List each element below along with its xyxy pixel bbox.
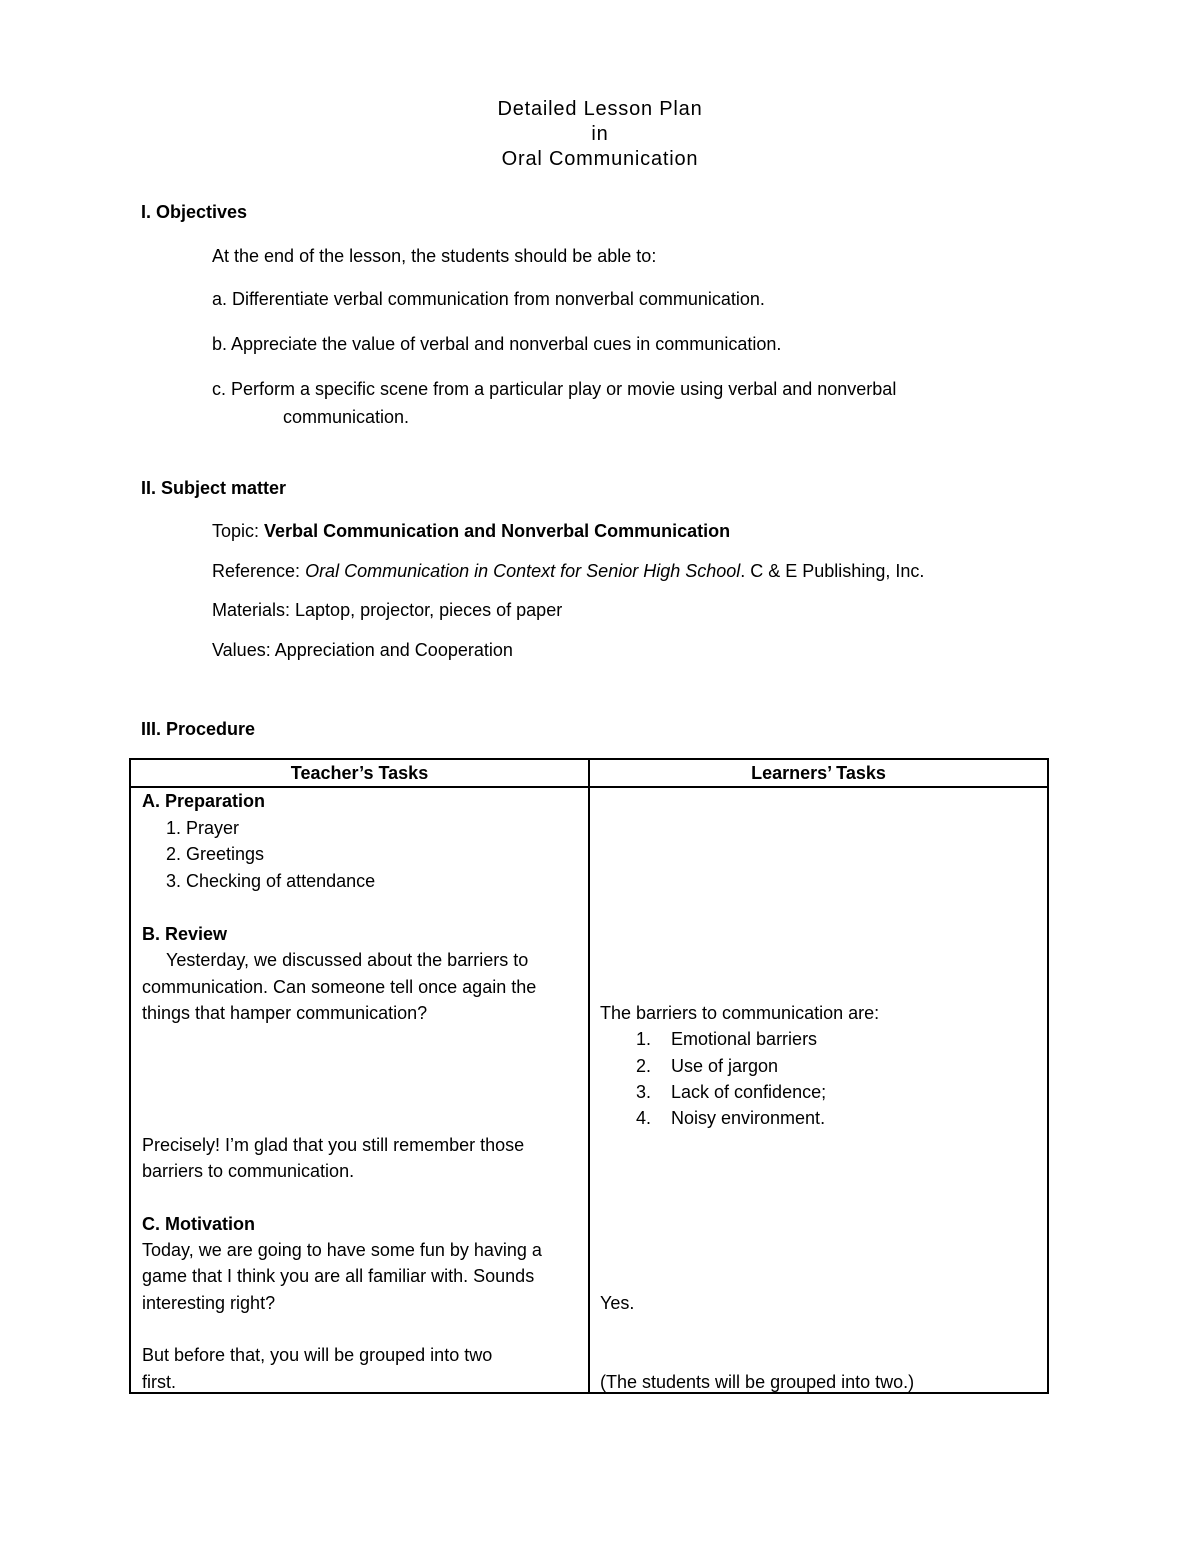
- barrier-number: 1.: [636, 1029, 652, 1049]
- reference-line: [212, 562, 924, 580]
- topic-value: Verbal Communication and Nonverbal Communication: [264, 521, 731, 541]
- page-title-in: in: [591, 123, 609, 145]
- barrier-item: Noisy environment.: [671, 1108, 826, 1128]
- praise-text-line: barriers to communication.: [142, 1161, 355, 1181]
- learners-tasks-cell: [589, 787, 1048, 1393]
- barrier-item: Use of jargon: [671, 1056, 779, 1076]
- barrier-item: Lack of confidence;: [671, 1082, 827, 1102]
- learners-grouped: (The students will be grouped into two.): [600, 1372, 915, 1392]
- subject-matter-heading: II. Subject matter: [141, 478, 287, 498]
- reference-publisher: . C & E Publishing, Inc.: [740, 561, 925, 581]
- procedure-table-header: [130, 759, 1048, 787]
- motivation-text-line: Today, we are going to have some fun by having a: [142, 1240, 542, 1260]
- procedure-table: [129, 758, 1049, 1394]
- objectives-heading: I. Objectives: [141, 202, 248, 222]
- materials-line: Materials: Laptop, projector, pieces of paper: [212, 600, 563, 620]
- objective-b: b. Appreciate the value of verbal and nonverbal cues in communication.: [212, 334, 782, 354]
- barrier-number: 4.: [636, 1108, 652, 1128]
- review-text-line: Yesterday, we discussed about the barriers to: [166, 950, 529, 970]
- barriers-intro: The barriers to communication are:: [600, 1003, 880, 1023]
- barrier-number: 3.: [636, 1082, 652, 1102]
- reference-title: Oral Communication in Context for Senior High School: [305, 561, 741, 581]
- barrier-item: Emotional barriers: [671, 1029, 818, 1049]
- teacher-tasks-cell: [130, 787, 589, 1393]
- page-title: Detailed Lesson Plan: [497, 98, 703, 120]
- preparation-heading: A. Preparation: [142, 791, 266, 811]
- values-line: Values: Appreciation and Cooperation: [212, 640, 513, 660]
- objectives-intro: At the end of the lesson, the students should be able to:: [212, 246, 657, 266]
- objective-a: a. Differentiate verbal communication from nonverbal communication.: [212, 289, 765, 309]
- review-heading: B. Review: [142, 924, 228, 944]
- teacher-tasks-header: Teacher’s Tasks: [130, 759, 589, 787]
- page-subtitle: Oral Communication: [501, 148, 699, 170]
- prep-item-greetings: 2. Greetings: [166, 844, 265, 864]
- learners-tasks-header: Learners’ Tasks: [589, 759, 1048, 787]
- topic-label: Topic:: [212, 521, 265, 541]
- review-text-line: communication. Can someone tell once again the: [142, 977, 537, 997]
- objective-c-continued: communication.: [283, 407, 410, 427]
- review-text-line: things that hamper communication?: [142, 1003, 428, 1023]
- praise-text-line: Precisely! I’m glad that you still remember those: [142, 1135, 525, 1155]
- procedure-table-row: [130, 787, 1048, 1393]
- prep-item-attendance: 3. Checking of attendance: [166, 871, 376, 891]
- motivation-heading: C. Motivation: [142, 1214, 255, 1234]
- group-text-line: But before that, you will be grouped into two: [142, 1345, 493, 1365]
- procedure-heading: III. Procedure: [141, 719, 256, 739]
- motivation-text-line: game that I think you are all familiar with. Sounds: [142, 1266, 535, 1286]
- group-text-line: first.: [142, 1372, 176, 1392]
- objective-c: c. Perform a specific scene from a particular play or movie using verbal and nonverbal: [212, 379, 897, 399]
- barrier-number: 2.: [636, 1056, 652, 1076]
- topic-line: [212, 522, 730, 540]
- learners-yes: Yes.: [600, 1293, 635, 1313]
- prep-item-prayer: 1. Prayer: [166, 818, 240, 838]
- motivation-text-line: interesting right?: [142, 1293, 276, 1313]
- reference-label: Reference:: [212, 561, 306, 581]
